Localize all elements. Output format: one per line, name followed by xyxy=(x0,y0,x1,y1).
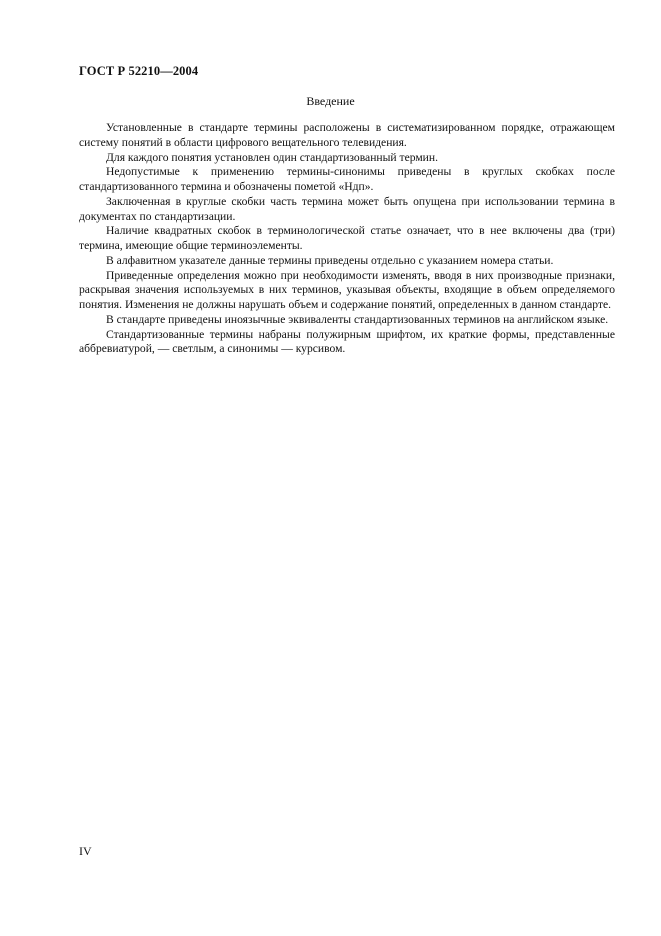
introduction-body xyxy=(79,121,615,357)
section-title: Введение xyxy=(306,94,355,108)
paragraph-3: Недопустимые к применению термины-синонимы приведены в круглых скобках после стандартизованного термина и обозначены пометой «Ндп». xyxy=(79,165,615,193)
document-code: ГОСТ Р 52210—2004 xyxy=(79,64,199,78)
paragraph-8: В стандарте приведены иноязычные эквиваленты стандартизованных терминов на английском языке. xyxy=(106,312,609,326)
paragraph-9: Стандартизованные термины набраны полужирным шрифтом, их краткие формы, представленные аббревиатурой, — светлым, а синонимы — курсивом. xyxy=(79,327,615,356)
paragraph-4: Заключенная в круглые скобки часть термина может быть опущена при использовании термина в документах по стандартизации. xyxy=(79,194,615,223)
paragraph-7: Приведенные определения можно при необходимости изменять, вводя в них производные признаки, раскрывая значения используемых в них терминов, указывая объекты, входящие в объем определяемого понятия. Изменения не должны нарушать объем и содержание понятий, определенных в данном стандарте. xyxy=(79,268,615,311)
paragraph-5: Наличие квадратных скобок в терминологической статье означает, что в нее включены два (три) термина, имеющие общие терминоэлементы. xyxy=(79,224,615,252)
paragraph-1: Установленные в стандарте термины расположены в систематизированном порядке, отражающем систему понятий в области цифрового вещательного телевидения. xyxy=(79,121,615,149)
page-number: IV xyxy=(79,844,92,858)
paragraph-6: В алфавитном указателе данные термины приведены отдельно с указанием номера статьи. xyxy=(106,253,554,267)
paragraph-2: Для каждого понятия установлен один стандартизованный термин. xyxy=(106,150,438,164)
